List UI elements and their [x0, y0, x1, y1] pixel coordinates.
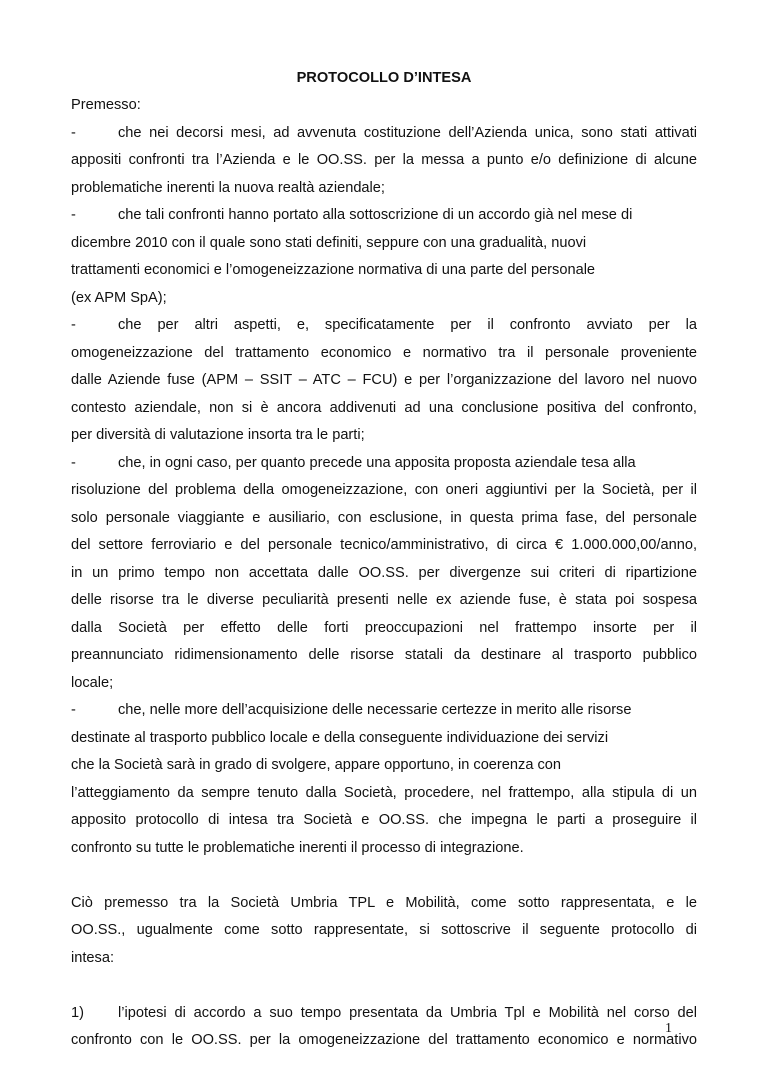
- paragraph-line: - che tali confronti hanno portato alla sottoscrizione di un accordo già nel mese di: [71, 202, 697, 230]
- numbered-item-line: 1) l’ipotesi di accordo a suo tempo presentata da Umbria Tpl e Mobilità nel corso del: [71, 1000, 697, 1028]
- paragraph-line: che la Società sarà in grado di svolgere, appare opportuno, in coerenza con: [71, 757, 562, 773]
- bullet-dash: -: [71, 317, 76, 333]
- paragraph-line: OO.SS., ugualmente come sotto rappresentate, si sottoscrive il seguente protocollo di: [71, 922, 697, 938]
- paragraph-line: Ciò premesso tra la Società Umbria TPL e Mobilità, come sotto rappresentata, e le: [71, 894, 697, 911]
- paragraph-line: dicembre 2010 con il quale sono stati definiti, seppure con una gradualità, nuovi: [71, 234, 587, 251]
- paragraph-spacer: [71, 862, 697, 890]
- paragraph-line: risoluzione del problema della omogeneizzazione, con oneri aggiuntivi per la Società, per il: [71, 482, 697, 498]
- paragraph-line: confronto su tutte le problematiche inerenti il processo di integrazione.: [71, 839, 524, 856]
- paragraph-line: destinate al trasporto pubblico locale e della conseguente individuazione dei servizi: [71, 729, 609, 746]
- paragraph-line: problematiche inerenti la nuova realtà aziendale;: [71, 179, 385, 196]
- paragraph-line: - che, nelle more dell’acquisizione delle necessarie certezze in merito alle risorse: [71, 697, 697, 725]
- paragraph-line: in un primo tempo non accettata dalle OO.SS. per divergenze sui criteri di ripartizione: [71, 564, 697, 581]
- bullet-dash: -: [71, 124, 76, 141]
- paragraph-line: - che nei decorsi mesi, ad avvenuta costituzione dell’Azienda unica, sono stati attivati: [71, 120, 697, 148]
- paragraph-line: - che per altri aspetti, e, specificatamente per il confronto avviato per la: [71, 312, 697, 340]
- paragraph-line: delle risorse tra le diverse peculiarità presenti nelle ex aziende fuse, è stata poi sospesa: [71, 592, 697, 608]
- bullet-dash: -: [71, 207, 76, 223]
- paragraph-line: solo personale viaggiante e ausiliario, con esclusione, in questa prima fase, del personale: [71, 509, 697, 526]
- paragraph-line: - che, in ogni caso, per quanto precede una apposita proposta aziendale tesa alla: [71, 450, 697, 478]
- paragraph-line: dalla Società per effetto delle forti preoccupazioni nel frattempo insorte per il: [71, 619, 697, 636]
- paragraph-line: (ex APM SpA);: [71, 289, 167, 306]
- paragraph-line: del settore ferroviario e del personale tecnico/amministrativo, di circa € 1.000.000,00/anno,: [71, 537, 697, 553]
- bullet-dash: -: [71, 454, 76, 471]
- paragraph-line: preannunciato ridimensionamento delle risorse statali da destinare al trasporto pubblico: [71, 647, 697, 663]
- paragraph-line: confronto con le OO.SS. per la omogeneizzazione del trattamento economico e normativo: [71, 1032, 697, 1048]
- paragraph-line: per diversità di valutazione insorta tra le parti;: [71, 427, 365, 443]
- paragraph-line: dalle Aziende fuse (APM – SSIT – ATC – FCU) e per l’organizzazione del lavoro nel nuovo: [71, 372, 697, 388]
- premesso-heading: Premesso:: [71, 97, 141, 113]
- paragraph-line: intesa:: [71, 949, 114, 966]
- page-number: 1: [665, 1021, 672, 1036]
- paragraph-line: locale;: [71, 674, 114, 691]
- document-page: [71, 64, 697, 1055]
- document-title: PROTOCOLLO D’INTESA: [296, 70, 472, 86]
- paragraph-line: trattamenti economici e l’omogeneizzazione normativa di una parte del personale: [71, 262, 596, 278]
- paragraph-spacer: [71, 972, 697, 1000]
- item-number: 1): [71, 1004, 84, 1021]
- paragraph-line: apposito protocollo di intesa tra Società e OO.SS. che impegna le parti a proseguire il: [71, 812, 697, 828]
- paragraph-line: omogeneizzazione del trattamento economico e normativo tra il personale proveniente: [71, 344, 697, 361]
- bullet-dash: -: [71, 702, 76, 718]
- paragraph-line: l’atteggiamento da sempre tenuto dalla Società, procedere, nel frattempo, alla stipula di un: [71, 784, 697, 801]
- paragraph-line: appositi confronti tra l’Azienda e le OO.SS. per la messa a punto e/o definizione di alcune: [71, 152, 697, 168]
- paragraph-line: contesto aziendale, non si è ancora addivenuti ad una conclusione positiva del confronto,: [71, 399, 697, 416]
